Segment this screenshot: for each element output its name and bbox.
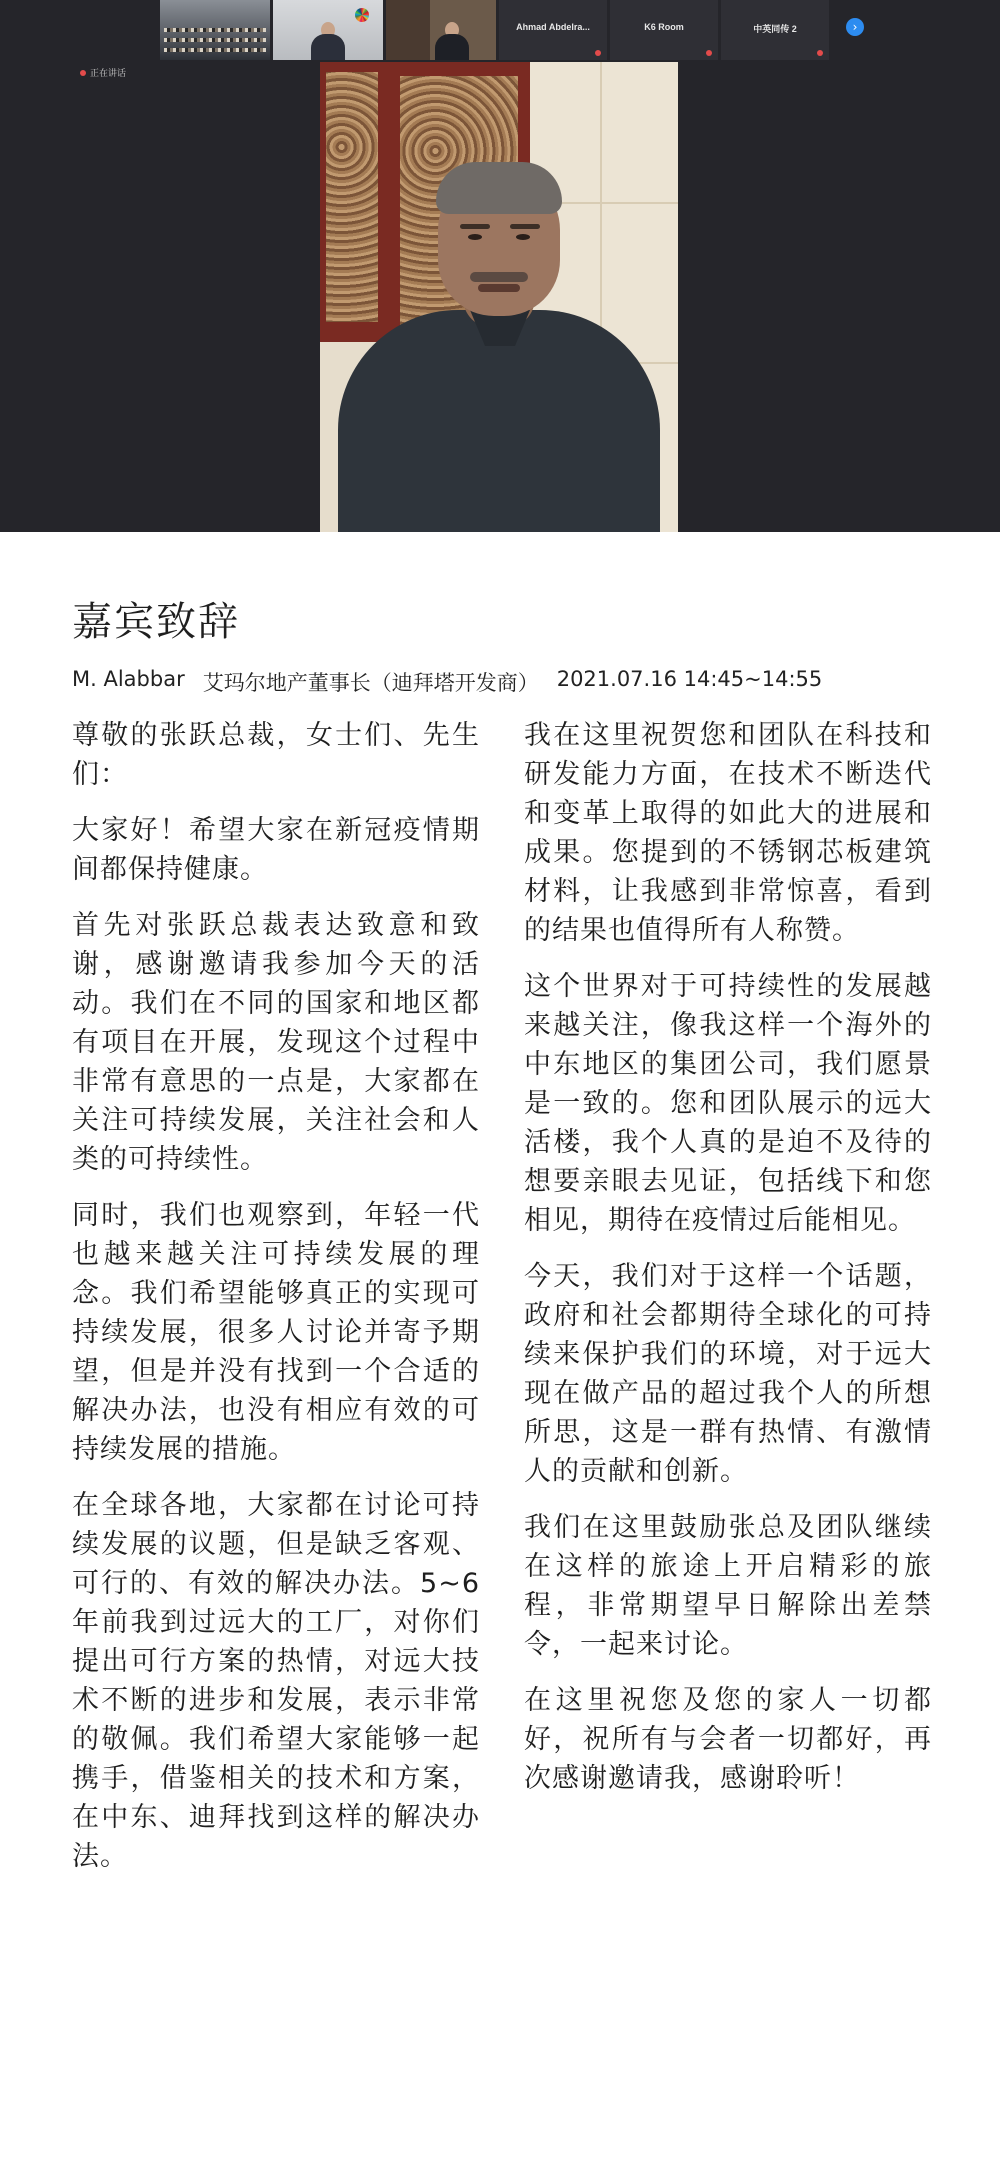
speaker-name: M. Alabbar xyxy=(72,667,185,691)
speaker-eye xyxy=(468,234,482,240)
speaker-mouth xyxy=(478,284,520,292)
participant-name: K6 Room xyxy=(644,22,684,32)
speech-paragraph: 我们在这里鼓励张总及团队继续在这样的旅途上开启精彩的旅程，非常期望早日解除出差禁令，一起来讨论。 xyxy=(524,1512,932,1660)
person-body xyxy=(435,34,469,60)
speech-paragraph: 尊敬的张跃总裁，女士们、先生们： xyxy=(72,720,480,790)
sdg-logo-icon xyxy=(355,8,369,22)
main-speaker-video[interactable] xyxy=(320,62,678,532)
speech-body xyxy=(72,716,932,1893)
participant-tile-k6-room[interactable] xyxy=(610,0,718,60)
participant-tile-interpreter[interactable] xyxy=(721,0,829,60)
speaker-eye xyxy=(516,234,530,240)
speaking-label: 正在讲话 xyxy=(90,69,127,79)
chevron-right-icon: › xyxy=(852,20,858,34)
audience-row xyxy=(164,38,266,42)
mic-muted-icon xyxy=(817,50,823,56)
speech-paragraph: 在这里祝您及您的家人一切都好，祝所有与会者一切都好，再次感谢邀请我，感谢聆听！ xyxy=(524,1685,932,1794)
participant-tile-host[interactable] xyxy=(273,0,383,60)
speech-datetime: 2021.07.16 14:45~14:55 xyxy=(556,667,823,691)
audience-row xyxy=(164,48,266,52)
speaker-brow xyxy=(510,224,540,229)
speaker-mustache xyxy=(470,272,528,282)
speaking-dot-icon xyxy=(80,70,86,76)
participant-tile-guest[interactable] xyxy=(386,0,496,60)
mic-muted-icon xyxy=(595,50,601,56)
speaker-role: 艾玛尔地产董事长（迪拜塔开发商） xyxy=(202,671,539,695)
participant-tile-ahmad[interactable] xyxy=(499,0,607,60)
article-meta xyxy=(72,667,932,697)
audience-row xyxy=(164,28,266,32)
speech-paragraph: 同时，我们也观察到，年轻一代也越来越关注可持续发展的理念。我们希望能够真正的实现可持续发展，很多人讨论并寄予期望，但是并没有找到一个合适的解决办法，也没有相应有效的可持续发展的措施。 xyxy=(72,1200,480,1465)
speech-paragraph: 这个世界对于可持续性的发展越来越关注，像我这样一个海外的中东地区的集团公司，我们愿景是一致的。您和团队展示的远大活楼，我个人真的是迫不及待的想要亲眼去见证，包括线下和您相见，期待在疫情过后能相见。 xyxy=(524,971,932,1236)
speech-paragraph: 我在这里祝贺您和团队在科技和研发能力方面，在技术不断迭代和变革上取得的如此大的进展和成果。您提到的不锈钢芯板建筑材料，让我感到非常惊喜，看到的结果也值得所有人称赞。 xyxy=(524,720,932,946)
speech-paragraph: 首先对张跃总裁表达致意和致谢，感谢邀请我参加今天的活动。我们在不同的国家和地区都有项目在开展，发现这个过程中非常有意思的一点是，大家都在关注可持续发展，关注社会和人类的可持续性。 xyxy=(72,910,480,1175)
speaker-brow xyxy=(460,224,490,229)
speech-paragraph: 在全球各地，大家都在讨论可持续发展的议题，但是缺乏客观、可行的、有效的解决办法。5~6 年前我到过远大的工厂，对你们提出可行方案的热情，对远大技术不断的进步和发展，表示非常的敬佩。我们希望大家能够一起携手，借鉴相关的技术和方案，在中东、迪拜找到这样的解决办法。 xyxy=(72,1490,480,1872)
participant-tile-audience[interactable] xyxy=(160,0,270,60)
speaking-indicator xyxy=(80,66,126,79)
speech-column-left xyxy=(72,716,480,1893)
mic-muted-icon xyxy=(706,50,712,56)
speech-paragraph: 今天，我们对于这样一个话题，政府和社会都期待全球化的可持续来保护我们的环境，对于远大现在做产品的超过我个人的所想所思，这是一群有热情、有激情人的贡献和创新。 xyxy=(524,1261,932,1487)
article-header xyxy=(72,590,932,697)
speaker-hair xyxy=(436,162,562,214)
speech-paragraph: 大家好！希望大家在新冠疫情期间都保持健康。 xyxy=(72,815,480,885)
wood-carving xyxy=(326,72,378,322)
participant-name: 中英同传 2 xyxy=(753,24,797,34)
person-body xyxy=(311,34,345,60)
participant-strip xyxy=(160,0,838,60)
next-page-button[interactable] xyxy=(846,18,864,36)
participant-name: Ahmad Abdelra... xyxy=(516,22,590,32)
video-call-screen xyxy=(0,0,1000,532)
page-title: 嘉宾致辞 xyxy=(72,599,240,645)
speech-column-right xyxy=(524,716,932,1893)
